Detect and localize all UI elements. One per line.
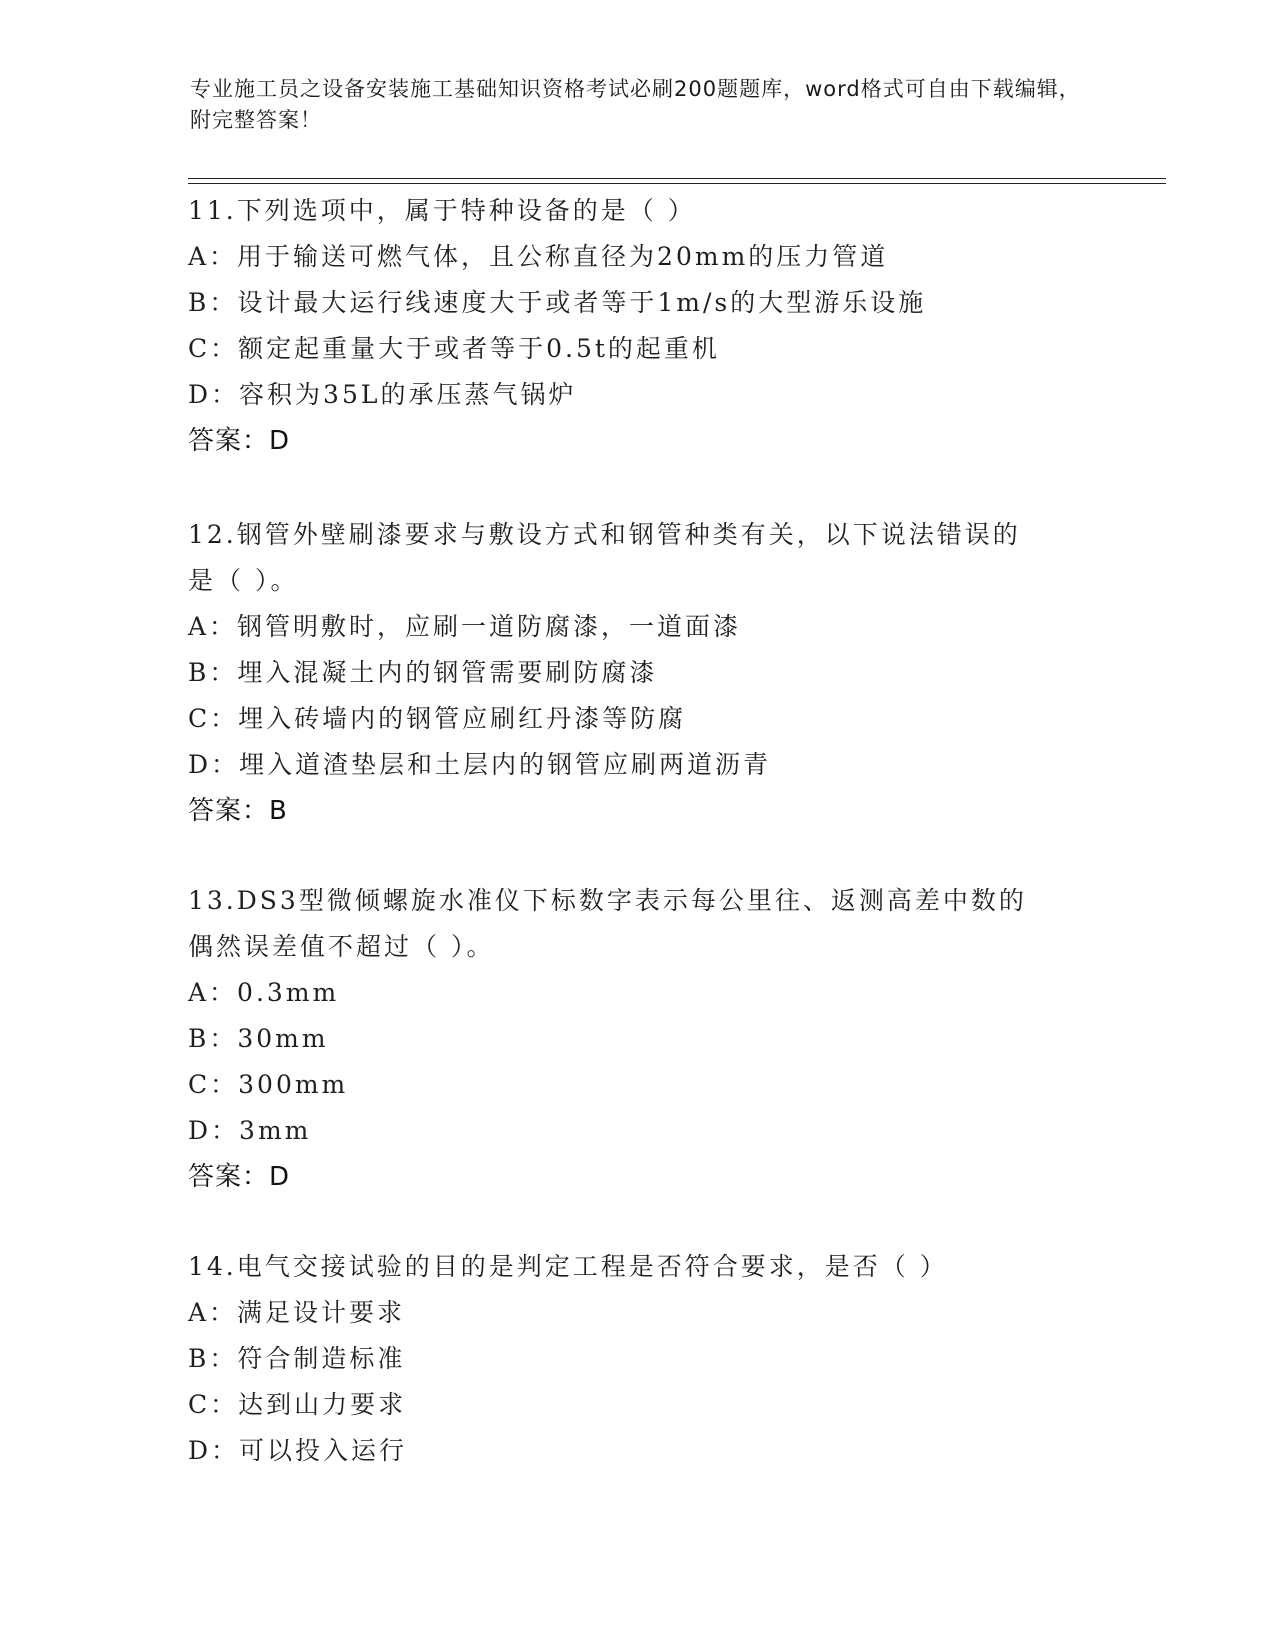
option-d: D：3mm: [188, 1116, 312, 1145]
option-b: B：设计最大运行线速度大于或者等于1m/s的大型游乐设施: [188, 288, 927, 317]
option-c: C：300mm: [188, 1070, 349, 1099]
header-divider-top: [188, 178, 1166, 179]
question-13: [188, 878, 1088, 1200]
question-12: [188, 512, 1088, 834]
option-a: A：用于输送可燃气体，且公称直径为20mm的压力管道: [188, 242, 889, 271]
option-c: C：埋入砖墙内的钢管应刷红丹漆等防腐: [188, 704, 687, 733]
answer-line: 答案：D: [188, 426, 291, 456]
question-title: 11.下列选项中，属于特种设备的是（ ）: [188, 196, 696, 225]
question-14: [188, 1244, 1088, 1474]
answer-line: 答案：B: [188, 796, 288, 826]
question-title: 12.钢管外壁刷漆要求与敷设方式和钢管种类有关，以下说法错误的是（ ）。: [188, 520, 1021, 595]
document-header: 专业施工员之设备安装施工基础知识资格考试必刷200题题库，word格式可自由下载编辑，附完整答案！: [190, 77, 1081, 132]
option-b: B：符合制造标准: [188, 1344, 406, 1373]
option-d: D：埋入道渣垫层和土层内的钢管应刷两道沥青: [188, 750, 772, 779]
option-b: B：埋入混凝土内的钢管需要刷防腐漆: [188, 658, 658, 687]
option-c: C：额定起重量大于或者等于0.5t的起重机: [188, 334, 720, 363]
option-a: A：满足设计要求: [188, 1298, 406, 1327]
option-d: D：容积为35L的承压蒸气锅炉: [188, 380, 577, 409]
option-b: B：30mm: [188, 1024, 329, 1053]
option-d: D：可以投入运行: [188, 1436, 408, 1465]
question-11: [188, 188, 1088, 464]
header-divider-bottom: [188, 183, 1166, 184]
question-title: 13.DS3型微倾螺旋水准仪下标数字表示每公里往、返测高差中数的偶然误差值不超过（ ）。: [188, 886, 1027, 961]
option-c: C：达到山力要求: [188, 1390, 407, 1419]
option-a: A：0.3mm: [188, 978, 340, 1007]
option-a: A：钢管明敷时，应刷一道防腐漆，一道面漆: [188, 612, 742, 641]
question-title: 14.电气交接试验的目的是判定工程是否符合要求，是否（ ）: [188, 1252, 948, 1281]
answer-line: 答案：D: [188, 1162, 291, 1192]
